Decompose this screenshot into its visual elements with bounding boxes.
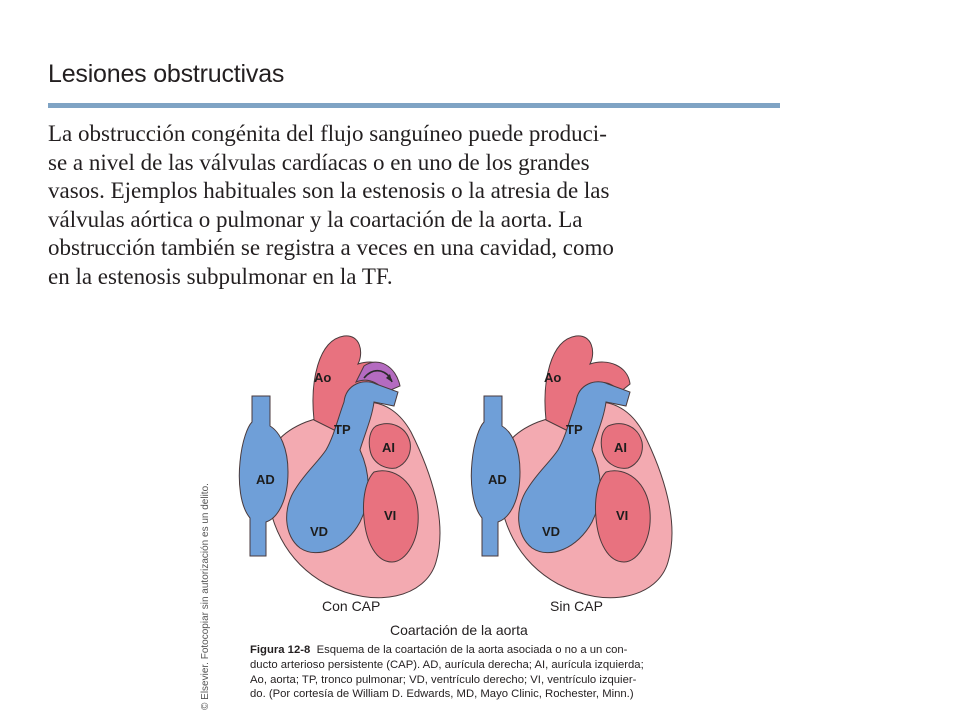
heart-con-cap — [239, 336, 440, 598]
caption-text: Esquema de la coartación de la aorta asociada o no a un con- — [316, 644, 628, 656]
heart-diagrams — [226, 322, 696, 622]
caption-label: Figura 12-8 — [250, 644, 311, 656]
label-ao: Ao — [544, 370, 562, 385]
label-ao: Ao — [314, 370, 332, 385]
label-ad: AD — [256, 472, 275, 487]
figure-12-8 — [226, 322, 696, 622]
label-ad: AD — [488, 472, 507, 487]
body-line: obstrucción también se registra a veces en una cavidad, como — [48, 235, 614, 261]
label-vd: VD — [542, 524, 561, 539]
caption-line — [250, 643, 690, 658]
label-vi: VI — [616, 508, 629, 523]
body-line: se a nivel de las válvulas cardíacas o en uno de los grandes — [48, 149, 590, 175]
label-ai: AI — [614, 440, 627, 455]
body-line: La obstrucción congénita del flujo sanguíneo puede produci- — [48, 121, 607, 146]
body-line: en la estenosis subpulmonar en la TF. — [48, 263, 393, 289]
label-vd: VD — [310, 524, 329, 539]
copyright-notice: © Elsevier. Fotocopiar sin autorización es un delito. — [200, 483, 211, 710]
label-ai: AI — [382, 440, 395, 455]
figure-subtitle: Coartación de la aorta — [390, 622, 528, 638]
section-title: Lesiones obstructivas — [48, 60, 285, 88]
label-tp: TP — [334, 422, 351, 437]
label-vi: VI — [384, 508, 397, 523]
panel-label-sin-cap: Sin CAP — [550, 598, 603, 614]
label-tp: TP — [566, 422, 583, 437]
body-line: válvulas aórtica o pulmonar y la coartación de la aorta. La — [48, 206, 583, 232]
body-line: vasos. Ejemplos habituales son la estenosis o la atresia de las — [48, 178, 610, 204]
figure-caption — [250, 643, 690, 702]
title-rule — [48, 103, 780, 108]
body-paragraph — [48, 120, 788, 292]
caption-line: Ao, aorta; TP, tronco pulmonar; VD, ventrículo derecho; VI, ventrículo izquier- — [250, 673, 637, 686]
caption-line: ducto arterioso persistente (CAP). AD, aurícula derecha; AI, aurícula izquierda; — [250, 658, 644, 671]
panel-label-con-cap: Con CAP — [322, 598, 381, 614]
caption-line: do. (Por cortesía de William D. Edwards, MD, Mayo Clinic, Rochester, Minn.) — [250, 688, 634, 701]
heart-sin-cap — [471, 336, 672, 598]
